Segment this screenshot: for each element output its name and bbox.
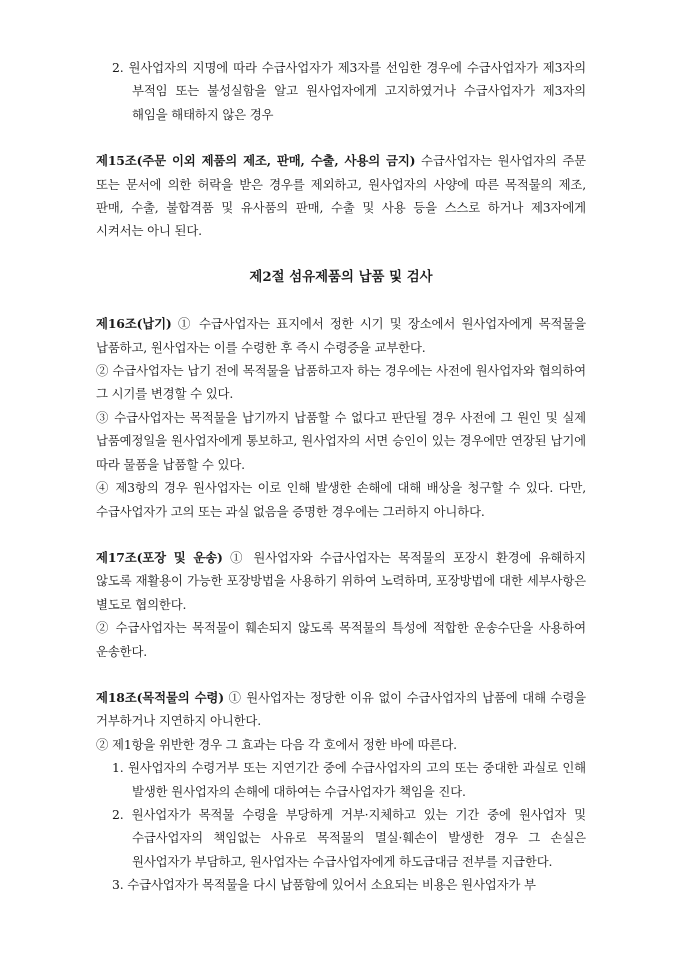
- spacer: [96, 126, 586, 149]
- article-16-p3: ③ 수급사업자는 목적물을 납기까지 납품할 수 없다고 판단될 경우 사전에 그 원인 및 실제 납품예정일을 원사업자에게 통보하고, 원사업자의 서면 승인이 있는 경우에만 연장된 납기에 따라 물품을 납품할 수 있다.: [96, 409, 586, 472]
- spacer: [96, 289, 586, 312]
- art14-item-2: 2. 원사업자의 지명에 따라 수급사업자가 제3자를 선임한 경우에 수급사업자가 제3자의 부적임 또는 불성실함을 알고 원사업자에게 고지하였거나 수급사업자가 제3자의 해임을 해태하지 않은 경우: [112, 60, 586, 122]
- article-17-p2: ② 수급사업자는 목적물이 훼손되지 않도록 목적물의 특성에 적합한 운송수단을 사용하여 운송한다.: [96, 620, 586, 659]
- spacer: [96, 243, 586, 266]
- article-18-title: 제18조(목적물의 수령): [96, 689, 224, 705]
- article-16-p4: ④ 제3항의 경우 원사업자는 이로 인해 발생한 손해에 대해 배상을 청구할 수 있다. 다만, 수급사업자가 고의 또는 과실 없음을 증명한 경우에는 그러하지 아니하다.: [96, 480, 586, 519]
- article-18-item-1: 1. 원사업자의 수령거부 또는 지연기간 중에 수급사업자의 고의 또는 중대한 과실로 인해 발생한 원사업자의 손해에 대하여는 수급사업자가 책임을 진다.: [112, 760, 586, 799]
- article-18-item-3: 3. 수급사업자가 목적물을 다시 납품함에 있어서 소요되는 비용은 원사업자가 부: [112, 877, 536, 893]
- article-17-p1-text: ① 원사업자와 수급사업자는 목적물의 포장시 환경에 유해하지 않도록 재활용이 가능한 포장방법을 사용하기 위하여 노력하며, 포장방법에 대한 세부사항은 별도로 협의한다.: [96, 549, 586, 612]
- article-16-title: 제16조(납기): [96, 316, 172, 332]
- article-15-title: 제15조(주문 이외 제품의 제조, 판매, 수출, 사용의 금지): [96, 153, 416, 169]
- spacer: [96, 523, 586, 546]
- article-15: [96, 149, 586, 243]
- document-page: [96, 56, 586, 897]
- article-18-p1: [96, 686, 586, 733]
- article-16-p2: ② 수급사업자는 납기 전에 목적물을 납품하고자 하는 경우에는 사전에 원사업자와 협의하여 그 시기를 변경할 수 있다.: [96, 363, 586, 402]
- article-18-item-2: 2. 원사업자가 목적물 수령을 부당하게 거부·지체하고 있는 기간 중에 원사업자 및 수급사업자의 책임없는 사유로 목적물의 멸실·훼손이 발생한 경우 그 손실은 원사업자가 부담하고, 원사업자는 수급사업자에게 하도급대금 전부를 지급한다.: [112, 806, 586, 869]
- article-17-p1: [96, 546, 586, 616]
- article-15-body: 수급사업자는 원사업자의 주문 또는 문서에 의한 허락을 받은 경우를 제외하고, 원사업자의 사양에 따른 목적물의 제조, 판매, 수출, 불합격품 및 유사품의 판매, 수출 및 사용 등을 스스로 하거나 제3자에게 시켜서는 아니 된다.: [96, 153, 586, 239]
- article-18-p2: ② 제1항을 위반한 경우 그 효과는 다음 각 호에서 정한 바에 따른다.: [96, 736, 457, 752]
- article-16-p1: [96, 312, 586, 359]
- article-16-p1-text: ① 수급사업자는 표지에서 정한 시기 및 장소에서 원사업자에게 목적물을 납품하고, 원사업자는 이를 수령한 후 즉시 수령증을 교부한다.: [96, 316, 586, 355]
- article-18-p1-text: ① 원사업자는 정당한 이유 없이 수급사업자의 납품에 대해 수령을 거부하거나 지연하지 아니한다.: [96, 689, 586, 729]
- section-2-heading: 제2절 섬유제품의 납품 및 검사: [249, 268, 433, 285]
- article-17-title: 제17조(포장 및 운송): [96, 549, 223, 565]
- spacer: [96, 663, 586, 686]
